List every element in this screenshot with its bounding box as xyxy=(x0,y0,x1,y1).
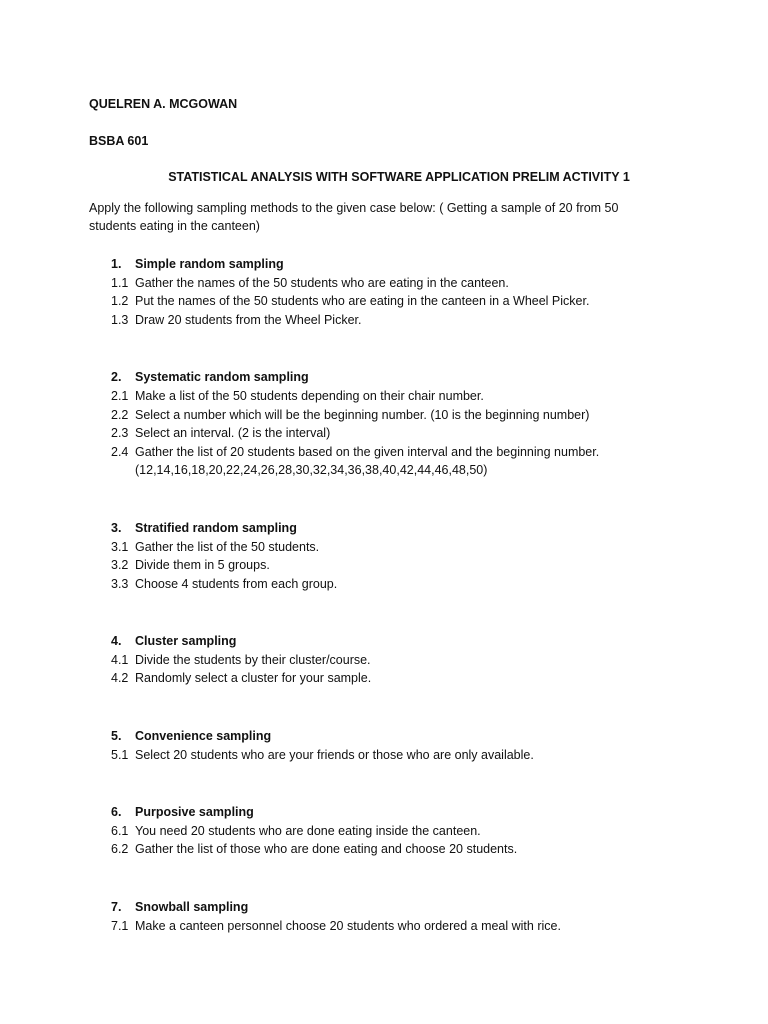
sampling-section xyxy=(89,727,709,764)
step-item xyxy=(89,669,709,688)
step-text: You need 20 students who are done eating inside the canteen. xyxy=(135,823,481,838)
step-number: 6.1 xyxy=(111,823,129,838)
section-heading xyxy=(89,632,709,651)
step-number: 2.1 xyxy=(111,388,129,403)
section-number: 4. xyxy=(111,634,122,649)
section-number: 2. xyxy=(111,370,122,385)
step-item xyxy=(89,746,709,765)
step-item xyxy=(89,443,709,462)
step-number: 5.1 xyxy=(111,747,129,762)
step-number: 1.1 xyxy=(111,275,129,290)
step-number: 4.1 xyxy=(111,652,129,667)
step-text: Divide the students by their cluster/course. xyxy=(135,652,371,667)
section-title: Stratified random sampling xyxy=(135,520,297,535)
step-text: Gather the list of 20 students based on the given interval and the beginning number. xyxy=(135,444,600,459)
step-text: Gather the names of the 50 students who are eating in the canteen. xyxy=(135,275,509,290)
section-heading xyxy=(89,255,709,274)
step-item xyxy=(89,840,709,859)
step-continuation: (12,14,16,18,20,22,24,26,28,30,32,34,36,38,40,42,44,46,48,50) xyxy=(135,463,488,478)
step-item xyxy=(89,424,709,443)
section-title: Simple random sampling xyxy=(135,256,284,271)
step-text: Make a list of the 50 students depending on their chair number. xyxy=(135,388,484,403)
step-text: Gather the list of the 50 students. xyxy=(135,539,320,554)
step-number: 2.3 xyxy=(111,426,129,441)
sampling-section xyxy=(89,255,709,329)
step-item xyxy=(89,575,709,594)
step-number: 7.1 xyxy=(111,918,129,933)
step-text: Put the names of the 50 students who are eating in the canteen in a Wheel Picker. xyxy=(135,294,590,309)
step-text: Select a number which will be the beginning number. (10 is the beginning number) xyxy=(135,407,590,422)
step-item xyxy=(89,292,709,311)
step-text: Gather the list of those who are done eating and choose 20 students. xyxy=(135,842,518,857)
step-item xyxy=(89,556,709,575)
section-title: Systematic random sampling xyxy=(135,370,309,385)
section-heading xyxy=(89,727,709,746)
step-number: 3.2 xyxy=(111,558,129,573)
step-text: Choose 4 students from each group. xyxy=(135,576,338,591)
section-number: 3. xyxy=(111,520,122,535)
step-number: 6.2 xyxy=(111,842,129,857)
step-item xyxy=(89,917,709,936)
step-text: Draw 20 students from the Wheel Picker. xyxy=(135,312,362,327)
step-item xyxy=(89,387,709,406)
step-number: 3.1 xyxy=(111,539,129,554)
document-title: STATISTICAL ANALYSIS WITH SOFTWARE APPLICATION PRELIM ACTIVITY 1 xyxy=(168,170,630,185)
step-text: Select 20 students who are your friends or those who are only available. xyxy=(135,747,534,762)
section-heading xyxy=(89,803,709,822)
step-text: Make a canteen personnel choose 20 students who ordered a meal with rice. xyxy=(135,918,561,933)
section-heading xyxy=(89,519,709,538)
step-item xyxy=(89,311,709,330)
step-number: 4.2 xyxy=(111,671,129,686)
section-number: 6. xyxy=(111,805,122,820)
step-number: 1.3 xyxy=(111,312,129,327)
section-title: Cluster sampling xyxy=(135,634,237,649)
intro-line: students eating in the canteen) xyxy=(89,219,260,234)
section-number: 5. xyxy=(111,729,122,744)
section-title: Convenience sampling xyxy=(135,729,272,744)
step-item xyxy=(89,406,709,425)
step-number: 2.2 xyxy=(111,407,129,422)
sampling-section xyxy=(89,898,709,935)
section-heading xyxy=(89,368,709,387)
section-title: Snowball sampling xyxy=(135,900,249,915)
document-page xyxy=(89,95,709,935)
section-heading xyxy=(89,898,709,917)
intro-paragraph xyxy=(89,199,709,236)
step-text: Select an interval. (2 is the interval) xyxy=(135,426,331,441)
intro-line: Apply the following sampling methods to the given case below: ( Getting a sample of 20 from 50 xyxy=(89,200,619,215)
sampling-section xyxy=(89,632,709,688)
step-number: 1.2 xyxy=(111,294,129,309)
step-text: Divide them in 5 groups. xyxy=(135,558,270,573)
section-number: 7. xyxy=(111,900,122,915)
step-item xyxy=(89,822,709,841)
step-text: Randomly select a cluster for your sample. xyxy=(135,671,372,686)
sampling-section xyxy=(89,519,709,593)
step-item xyxy=(89,274,709,293)
step-item xyxy=(89,651,709,670)
section-title: Purposive sampling xyxy=(135,805,254,820)
sampling-methods-list xyxy=(89,255,709,935)
step-number: 2.4 xyxy=(111,444,129,459)
sampling-section xyxy=(89,368,709,480)
student-name: QUELREN A. MCGOWAN xyxy=(89,97,238,111)
step-item xyxy=(89,538,709,557)
sampling-section xyxy=(89,803,709,859)
course-code: BSBA 601 xyxy=(89,133,149,148)
section-number: 1. xyxy=(111,256,122,271)
step-number: 3.3 xyxy=(111,576,129,591)
